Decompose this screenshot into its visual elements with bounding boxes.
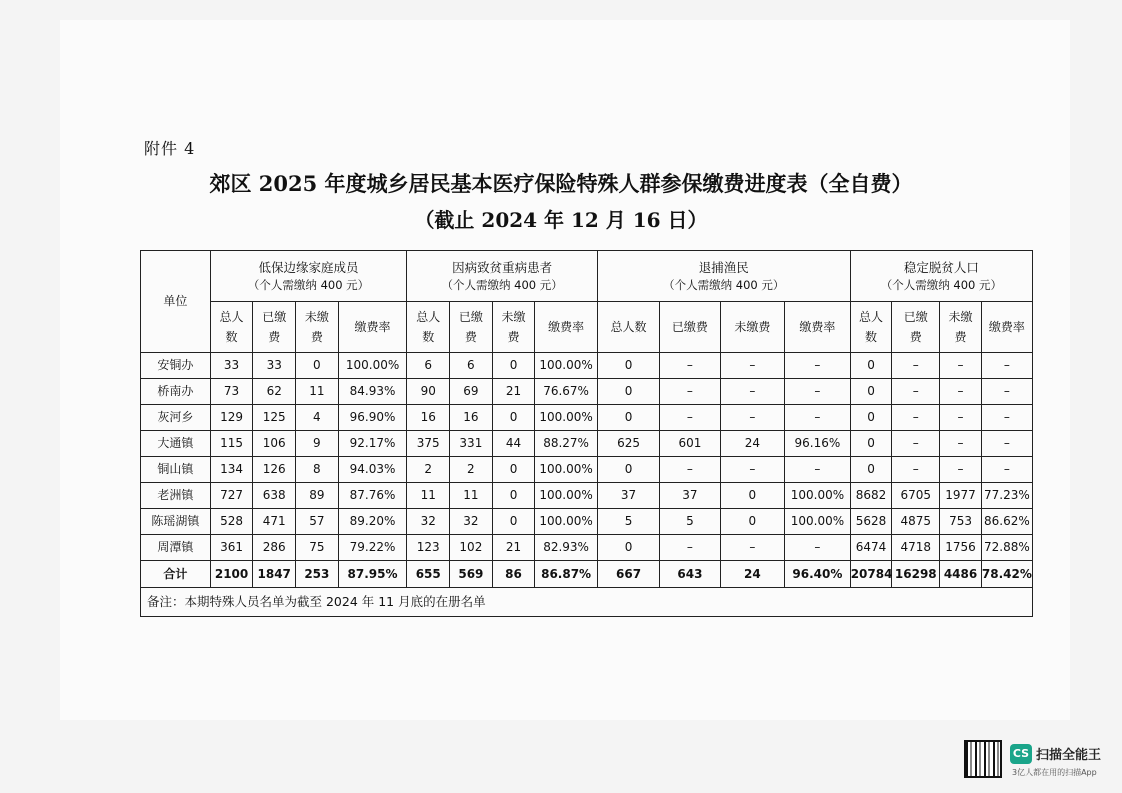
table-cell: 96.16% (785, 431, 851, 457)
col-header-paid: 已缴 费 (253, 302, 296, 353)
group-title: 退捕渔民 (698, 260, 749, 276)
unit-cell: 灰河乡 (141, 405, 211, 431)
table-cell: 361 (210, 535, 253, 561)
table-cell: 100.00% (785, 509, 851, 535)
col-header-unpaid: 未缴 费 (940, 302, 982, 353)
table-cell: 0 (597, 535, 659, 561)
table-cell: 625 (597, 431, 659, 457)
table-cell: 753 (940, 509, 982, 535)
table-cell: 100.00% (535, 405, 597, 431)
group-header-illness (407, 251, 597, 302)
unit-cell: 陈瑶湖镇 (141, 509, 211, 535)
app-name: 扫描全能王 (1036, 748, 1102, 763)
table-cell: – (892, 431, 940, 457)
table-cell: – (785, 379, 851, 405)
table-cell: 1756 (940, 535, 982, 561)
table-cell: 87.95% (338, 561, 407, 588)
document-subtitle: （截止 2024 年 12 月 16 日） (414, 208, 708, 232)
unit-cell: 老洲镇 (141, 483, 211, 509)
table-cell: 77.23% (981, 483, 1032, 509)
attachment-label: 附件 4 (144, 139, 196, 158)
table-cell: 72.88% (981, 535, 1032, 561)
col-header-rate: 缴费率 (535, 302, 597, 353)
table-cell: – (892, 405, 940, 431)
col-header-total: 总人 数 (850, 302, 892, 353)
col-header-rate: 缴费率 (981, 302, 1032, 353)
cs-logo-icon: CS (1010, 744, 1032, 764)
table-cell: 115 (210, 431, 253, 457)
table-cell: 0 (850, 405, 892, 431)
unit-cell: 桥南办 (141, 379, 211, 405)
table-cell: – (720, 379, 785, 405)
table-cell: – (785, 535, 851, 561)
table-cell: 37 (660, 483, 720, 509)
table-cell: 106 (253, 431, 296, 457)
table-note: 备注：本期特殊人员名单为截至 2024 年 11 月底的在册名单 (141, 588, 1033, 617)
table-cell: 1977 (940, 483, 982, 509)
table-cell: 37 (597, 483, 659, 509)
table-cell: 601 (660, 431, 720, 457)
table-cell: 20784 (850, 561, 892, 588)
table-cell: 0 (492, 509, 535, 535)
group-title: 低保边缘家庭成员 (258, 260, 359, 276)
table-cell: 44 (492, 431, 535, 457)
table-cell: – (892, 457, 940, 483)
group-header-fishermen (597, 251, 850, 302)
table-cell: 86.87% (535, 561, 597, 588)
table-cell: 0 (492, 457, 535, 483)
group-header-low-income (210, 251, 407, 302)
table-cell: 0 (850, 353, 892, 379)
unit-cell: 安铜办 (141, 353, 211, 379)
table-cell: 5 (597, 509, 659, 535)
table-cell: – (981, 405, 1032, 431)
table-cell: 4718 (892, 535, 940, 561)
table-cell: 134 (210, 457, 253, 483)
table-cell: 102 (450, 535, 493, 561)
table-cell: 569 (450, 561, 493, 588)
table-cell: 92.17% (338, 431, 407, 457)
sub-header-row (141, 302, 1033, 353)
col-header-unpaid: 未缴费 (720, 302, 785, 353)
table-row (141, 457, 1033, 483)
table-row (141, 509, 1033, 535)
progress-table (140, 250, 1033, 617)
unit-cell: 周潭镇 (141, 535, 211, 561)
table-cell: 0 (597, 353, 659, 379)
table-cell: 0 (492, 483, 535, 509)
table-cell: 33 (253, 353, 296, 379)
table-cell: 375 (407, 431, 450, 457)
table-cell: 0 (492, 405, 535, 431)
table-cell: – (660, 535, 720, 561)
group-note: （个人需缴纳 400 元） (663, 277, 785, 292)
table-cell: 471 (253, 509, 296, 535)
group-note: （个人需缴纳 400 元） (247, 277, 370, 292)
table-cell: 96.40% (785, 561, 851, 588)
table-cell: – (940, 405, 982, 431)
table-cell: – (785, 405, 851, 431)
group-title: 稳定脱贫人口 (903, 260, 979, 276)
table-cell: 69 (450, 379, 493, 405)
table-cell: 638 (253, 483, 296, 509)
table-cell: 286 (253, 535, 296, 561)
table-cell: – (940, 431, 982, 457)
table-cell: 89 (296, 483, 339, 509)
table-cell: – (940, 353, 982, 379)
table-cell: 11 (450, 483, 493, 509)
table-cell: 96.90% (338, 405, 407, 431)
table-cell: – (940, 379, 982, 405)
table-cell: – (660, 457, 720, 483)
table-cell: 89.20% (338, 509, 407, 535)
col-header-rate: 缴费率 (785, 302, 851, 353)
qr-code-icon (964, 740, 1002, 778)
table-cell: 667 (597, 561, 659, 588)
col-header-paid: 已缴费 (660, 302, 720, 353)
table-cell: 86.62% (981, 509, 1032, 535)
col-header-unpaid: 未缴 费 (296, 302, 339, 353)
table-cell: 16298 (892, 561, 940, 588)
table-cell: 6 (407, 353, 450, 379)
table-cell: 0 (850, 431, 892, 457)
document-title: 郊区 2025 年度城乡居民基本医疗保险特殊人群参保缴费进度表（全自费） (209, 171, 913, 196)
table-cell: 4875 (892, 509, 940, 535)
table-cell: 331 (450, 431, 493, 457)
table-cell: 11 (407, 483, 450, 509)
table-cell: – (720, 457, 785, 483)
table-cell: 11 (296, 379, 339, 405)
table-cell: 253 (296, 561, 339, 588)
table-cell: 727 (210, 483, 253, 509)
table-cell: 32 (450, 509, 493, 535)
table-cell: 2 (407, 457, 450, 483)
table-cell: 100.00% (785, 483, 851, 509)
table-row (141, 379, 1033, 405)
table-cell: 57 (296, 509, 339, 535)
table-cell: 2 (450, 457, 493, 483)
group-header-poverty-exit (850, 251, 1032, 302)
table-cell: 528 (210, 509, 253, 535)
table-row (141, 353, 1033, 379)
table-cell: 24 (720, 431, 785, 457)
table-cell: 0 (597, 457, 659, 483)
table-cell: – (785, 457, 851, 483)
table-cell: 84.93% (338, 379, 407, 405)
table-cell: 100.00% (338, 353, 407, 379)
table-cell: 16 (407, 405, 450, 431)
table-cell: 21 (492, 535, 535, 561)
scanner-watermark (964, 740, 1120, 782)
table-cell: – (892, 379, 940, 405)
table-cell: 94.03% (338, 457, 407, 483)
table-cell: 90 (407, 379, 450, 405)
table-cell: 21 (492, 379, 535, 405)
table-cell: 24 (720, 561, 785, 588)
table-cell: 87.76% (338, 483, 407, 509)
table-cell: 0 (720, 509, 785, 535)
table-cell: 0 (597, 405, 659, 431)
col-header-paid: 已缴 费 (450, 302, 493, 353)
group-note: （个人需缴纳 400 元） (880, 277, 1002, 292)
col-header-rate: 缴费率 (338, 302, 407, 353)
table-cell: – (720, 535, 785, 561)
table-cell: 9 (296, 431, 339, 457)
total-row (141, 561, 1033, 588)
group-title: 因病致贫重病患者 (452, 260, 553, 276)
table-cell: 0 (296, 353, 339, 379)
table-cell: 1847 (253, 561, 296, 588)
table-row (141, 431, 1033, 457)
table-row (141, 405, 1033, 431)
table-cell: 0 (850, 379, 892, 405)
table-cell: 655 (407, 561, 450, 588)
table-cell: 73 (210, 379, 253, 405)
table-cell: – (660, 405, 720, 431)
table-cell: – (720, 405, 785, 431)
table-cell: 6 (450, 353, 493, 379)
col-header-unpaid: 未缴 费 (492, 302, 535, 353)
table-cell: 8 (296, 457, 339, 483)
table-cell: 79.22% (338, 535, 407, 561)
table-cell: 16 (450, 405, 493, 431)
table-cell: 0 (720, 483, 785, 509)
table-cell: 100.00% (535, 353, 597, 379)
table-cell: 78.42% (981, 561, 1032, 588)
table-cell: – (981, 457, 1032, 483)
table-cell: 100.00% (535, 509, 597, 535)
table-cell: – (981, 379, 1032, 405)
table-cell: – (660, 379, 720, 405)
table-cell: 75 (296, 535, 339, 561)
table-cell: 129 (210, 405, 253, 431)
table-cell: 5 (660, 509, 720, 535)
table-cell: 62 (253, 379, 296, 405)
table-cell: 0 (597, 379, 659, 405)
table-cell: 6474 (850, 535, 892, 561)
table-cell: 5628 (850, 509, 892, 535)
unit-cell: 大通镇 (141, 431, 211, 457)
table-cell: 4486 (940, 561, 982, 588)
col-header-total: 总人 数 (407, 302, 450, 353)
table-cell: 0 (492, 353, 535, 379)
unit-cell: 铜山镇 (141, 457, 211, 483)
table-cell: 86 (492, 561, 535, 588)
table-cell: 0 (850, 457, 892, 483)
table-cell: 123 (407, 535, 450, 561)
table-cell: – (981, 353, 1032, 379)
app-tagline: 3亿人都在用的扫描App (1012, 768, 1097, 777)
table-cell: 8682 (850, 483, 892, 509)
table-cell: 82.93% (535, 535, 597, 561)
table-row (141, 535, 1033, 561)
table-cell: – (660, 353, 720, 379)
table-cell: 100.00% (535, 457, 597, 483)
table-body (141, 353, 1033, 588)
table-cell: – (720, 353, 785, 379)
group-note: （个人需缴纳 400 元） (441, 277, 563, 292)
col-header-paid: 已缴 费 (892, 302, 940, 353)
table-row (141, 483, 1033, 509)
col-header-total: 总人数 (597, 302, 659, 353)
table-cell: 4 (296, 405, 339, 431)
table-cell: 6705 (892, 483, 940, 509)
table-cell: 76.67% (535, 379, 597, 405)
table-cell: 88.27% (535, 431, 597, 457)
table-cell: 100.00% (535, 483, 597, 509)
col-header-total: 总人 数 (210, 302, 253, 353)
table-cell: 33 (210, 353, 253, 379)
unit-cell: 合计 (141, 561, 211, 588)
table-cell: 643 (660, 561, 720, 588)
unit-header: 单位 (141, 251, 211, 353)
table-cell: 126 (253, 457, 296, 483)
table-cell: 32 (407, 509, 450, 535)
table-cell: 2100 (210, 561, 253, 588)
table-cell: – (892, 353, 940, 379)
table-cell: – (785, 353, 851, 379)
table-cell: – (981, 431, 1032, 457)
table-cell: 125 (253, 405, 296, 431)
table-cell: – (940, 457, 982, 483)
